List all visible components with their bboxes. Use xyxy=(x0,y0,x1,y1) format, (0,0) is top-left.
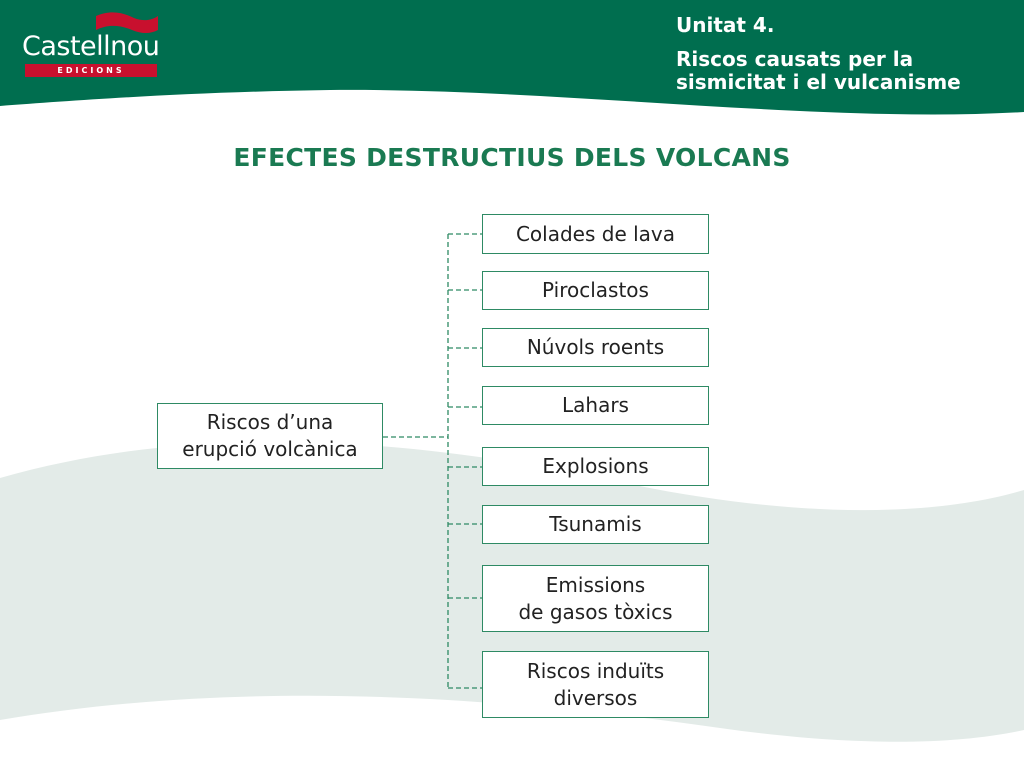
page-title: EFECTES DESTRUCTIUS DELS VOLCANS xyxy=(233,143,791,172)
effect-box: Piroclastos xyxy=(482,271,709,310)
brand-sub: EDICIONS xyxy=(25,64,157,77)
effect-box: Colades de lava xyxy=(482,214,709,254)
effect-box: Emissions de gasos tòxics xyxy=(482,565,709,632)
unit-header xyxy=(676,14,1016,94)
effect-box: Lahars xyxy=(482,386,709,425)
brand-logo xyxy=(22,10,160,78)
effect-box: Explosions xyxy=(482,447,709,486)
effect-box: Tsunamis xyxy=(482,505,709,544)
effect-box: Riscos induïts diversos xyxy=(482,651,709,718)
unit-subtitle: Riscos causats per la sismicitat i el vulcanisme xyxy=(676,47,961,94)
unit-label: Unitat 4. xyxy=(676,13,775,37)
effect-box: Núvols roents xyxy=(482,328,709,367)
brand-name: Castellnou xyxy=(22,31,160,62)
root-box: Riscos d’una erupció volcànica xyxy=(157,403,383,469)
